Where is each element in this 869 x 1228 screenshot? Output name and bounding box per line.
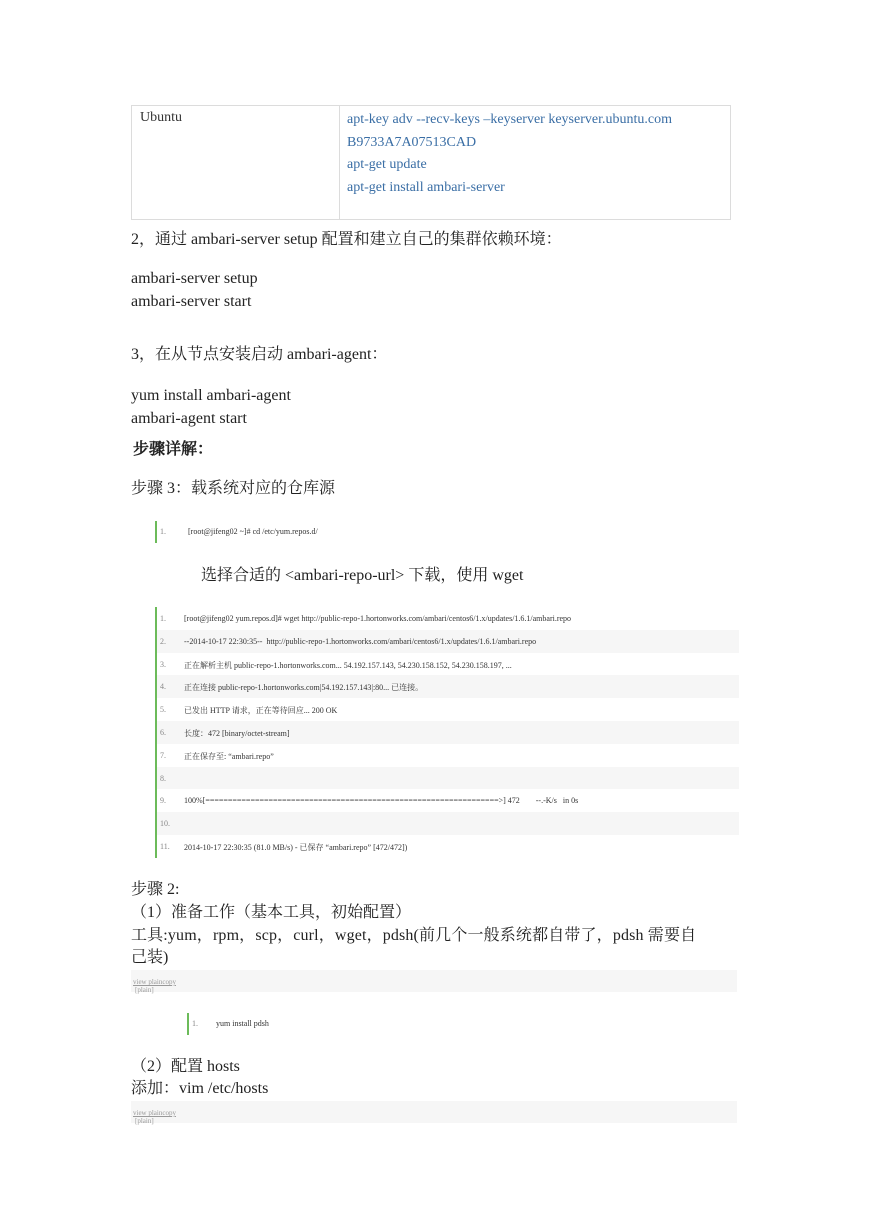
- tools-line: 工具:yum，rpm，scp，curl，wget，pdsh(前几个一般系统都自带了，pdsh 需要自: [131, 927, 697, 944]
- line-number: 7.: [160, 750, 166, 760]
- code-row: [157, 521, 427, 544]
- code-line: 正在保存至: “ambari.repo”: [184, 751, 274, 761]
- table-command-line: apt-get install ambari-server: [347, 180, 505, 196]
- hosts-add-line: 添加：vim /etc/hosts: [131, 1080, 269, 1097]
- code-row: [157, 630, 739, 653]
- line-number: 9.: [160, 796, 166, 806]
- view-plain-link[interactable]: view plaincopy: [133, 978, 176, 986]
- line-number: 1.: [160, 527, 166, 536]
- command-line: ambari-server start: [131, 293, 252, 310]
- choose-repo-text: 选择合适的 <ambari-repo-url> 下载，使用 wget: [201, 567, 524, 584]
- table-divider: [339, 106, 340, 219]
- code-line: 长度：472 [binary/octet-stream]: [184, 729, 290, 738]
- line-number: 1.: [160, 614, 166, 623]
- line-number: 4.: [160, 682, 166, 692]
- code-line: yum install pdsh: [216, 1019, 269, 1028]
- table-command-line: B9733A7A07513CAD: [347, 134, 477, 150]
- wget-output-code-block: [155, 607, 739, 858]
- code-row: [157, 698, 739, 721]
- code-line: [root@jifeng02 ~]# cd /etc/yum.repos.d/: [188, 527, 318, 536]
- line-number: 11.: [160, 842, 170, 851]
- step3-heading: 3，在从节点安装启动 ambari-agent：: [131, 346, 388, 363]
- code-row: [157, 721, 739, 744]
- code-block: [155, 521, 427, 543]
- detail-heading: 步骤详解：: [133, 441, 214, 458]
- code-line: 100%[=================================================================>] 472 --.-K/s in 0s: [184, 796, 579, 806]
- code-row: [157, 789, 739, 812]
- code-row: [157, 835, 739, 858]
- tools-line-continued: 己装): [131, 949, 169, 966]
- line-number: 5.: [160, 705, 166, 715]
- code-row: [157, 653, 739, 676]
- code-row: [157, 744, 739, 767]
- step2-heading: 2，通过 ambari-server setup 配置和建立自己的集群依赖环境：: [131, 231, 562, 248]
- table-command-line: apt-get update: [347, 157, 427, 173]
- line-number: 10.: [160, 819, 170, 829]
- hosts-title: （2）配置 hosts: [131, 1058, 240, 1075]
- code-row: [157, 767, 739, 790]
- code-row: [157, 675, 739, 698]
- repo-command-table: [131, 105, 731, 220]
- code-block: [187, 1013, 389, 1035]
- code-line: 正在解析主机 public-repo-1.hortonworks.com... 54.192.157.143, 54.230.158.152, 54.230.158.197, ...: [184, 660, 512, 670]
- plain-label: [plain]: [135, 1117, 154, 1125]
- code-row: [189, 1013, 389, 1036]
- code-row: [157, 607, 739, 630]
- table-command-line: apt-key adv --recv-keys –keyserver keyserver.ubuntu.com: [347, 112, 672, 127]
- command-line: ambari-agent start: [131, 410, 247, 427]
- view-plain-link[interactable]: view plaincopy: [133, 1109, 176, 1117]
- code-line: 2014-10-17 22:30:35 (81.0 MB/s) - 已保存 “ambari.repo” [472/472]): [184, 843, 408, 852]
- code-toolbar: [131, 1101, 737, 1123]
- step3-detail-heading: 步骤 3：载系统对应的仓库源: [131, 480, 336, 497]
- command-line: ambari-server setup: [131, 270, 258, 287]
- code-line: 已发出 HTTP 请求，正在等待回应... 200 OK: [184, 706, 338, 716]
- plain-label: [plain]: [135, 986, 154, 994]
- code-line: --2014-10-17 22:30:35-- http://public-repo-1.hortonworks.com/ambari/centos6/1.x/updates/1.6.1/ambari.repo: [184, 636, 537, 646]
- line-number: 8.: [160, 773, 166, 783]
- table-commands-cell: [347, 109, 672, 200]
- command-line: yum install ambari-agent: [131, 387, 291, 404]
- line-number: 1.: [192, 1019, 198, 1028]
- code-line: 正在连接 public-repo-1.hortonworks.com|54.192.157.143|:80... 已连接。: [184, 683, 424, 693]
- prep-title: （1）准备工作（基本工具，初始配置）: [131, 904, 412, 921]
- code-row: [157, 812, 739, 835]
- table-os-cell: Ubuntu: [140, 110, 182, 125]
- line-number: 2.: [160, 636, 166, 646]
- code-line: [root@jifeng02 yum.repos.d]# wget http://public-repo-1.hortonworks.com/ambari/centos6/1.x/updates/1.6.1/ambari.repo: [184, 614, 572, 623]
- line-number: 3.: [160, 659, 166, 669]
- code-toolbar: [131, 970, 737, 992]
- step2-title: 步骤 2:: [131, 881, 180, 898]
- line-number: 6.: [160, 728, 166, 737]
